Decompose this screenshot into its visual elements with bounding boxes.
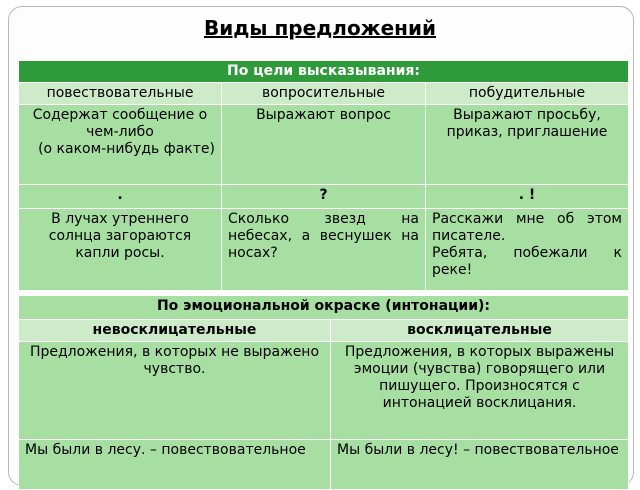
declarative-example: В лучах утреннего солнца загораются капли росы. [19,209,222,291]
imperative-mark: . ! [426,185,629,209]
declarative-description [19,105,222,185]
declarative-description-note: (о каком-нибудь факте) [38,141,215,157]
non-exclamatory-description: Предложения, в которых не выражено чувство. [19,342,331,440]
emotion-table [18,295,629,490]
exclamatory-example: Мы были в лесу! – повествовательное [331,440,629,490]
column-declarative: повествовательные [19,83,222,105]
page-title: Виды предложений [203,16,436,40]
column-exclamatory: восклицательные [331,320,629,342]
imperative-example-2: Ребята, побежали к реке! [432,245,622,278]
declarative-description-main: Содержат сообщение о чем-либо [32,107,208,140]
column-imperative: побудительные [426,83,629,105]
interrogative-example: Сколько звезд на небесах, а веснушек на носах? [222,209,426,291]
imperative-example [426,209,629,291]
non-exclamatory-example: Мы были в лесу. – повествовательное [19,440,331,490]
declarative-mark: . [19,185,222,209]
interrogative-mark: ? [222,185,426,209]
emotion-header: По эмоциональной окраске (интонации): [19,296,629,320]
purpose-header: По цели высказывания: [19,61,629,83]
imperative-example-1: Расскажи мне об этом писателе. [432,211,622,244]
column-interrogative: вопросительные [222,83,426,105]
interrogative-description: Выражают вопрос [222,105,426,185]
imperative-description: Выражают просьбу, приказ, приглашение [426,105,629,185]
exclamatory-description: Предложения, в которых выражены эмоции (чувства) говорящего или пишущего. Произносятся с интонацией восклицания. [331,342,629,440]
purpose-table [18,60,629,291]
column-non-exclamatory: невосклицательные [19,320,331,342]
